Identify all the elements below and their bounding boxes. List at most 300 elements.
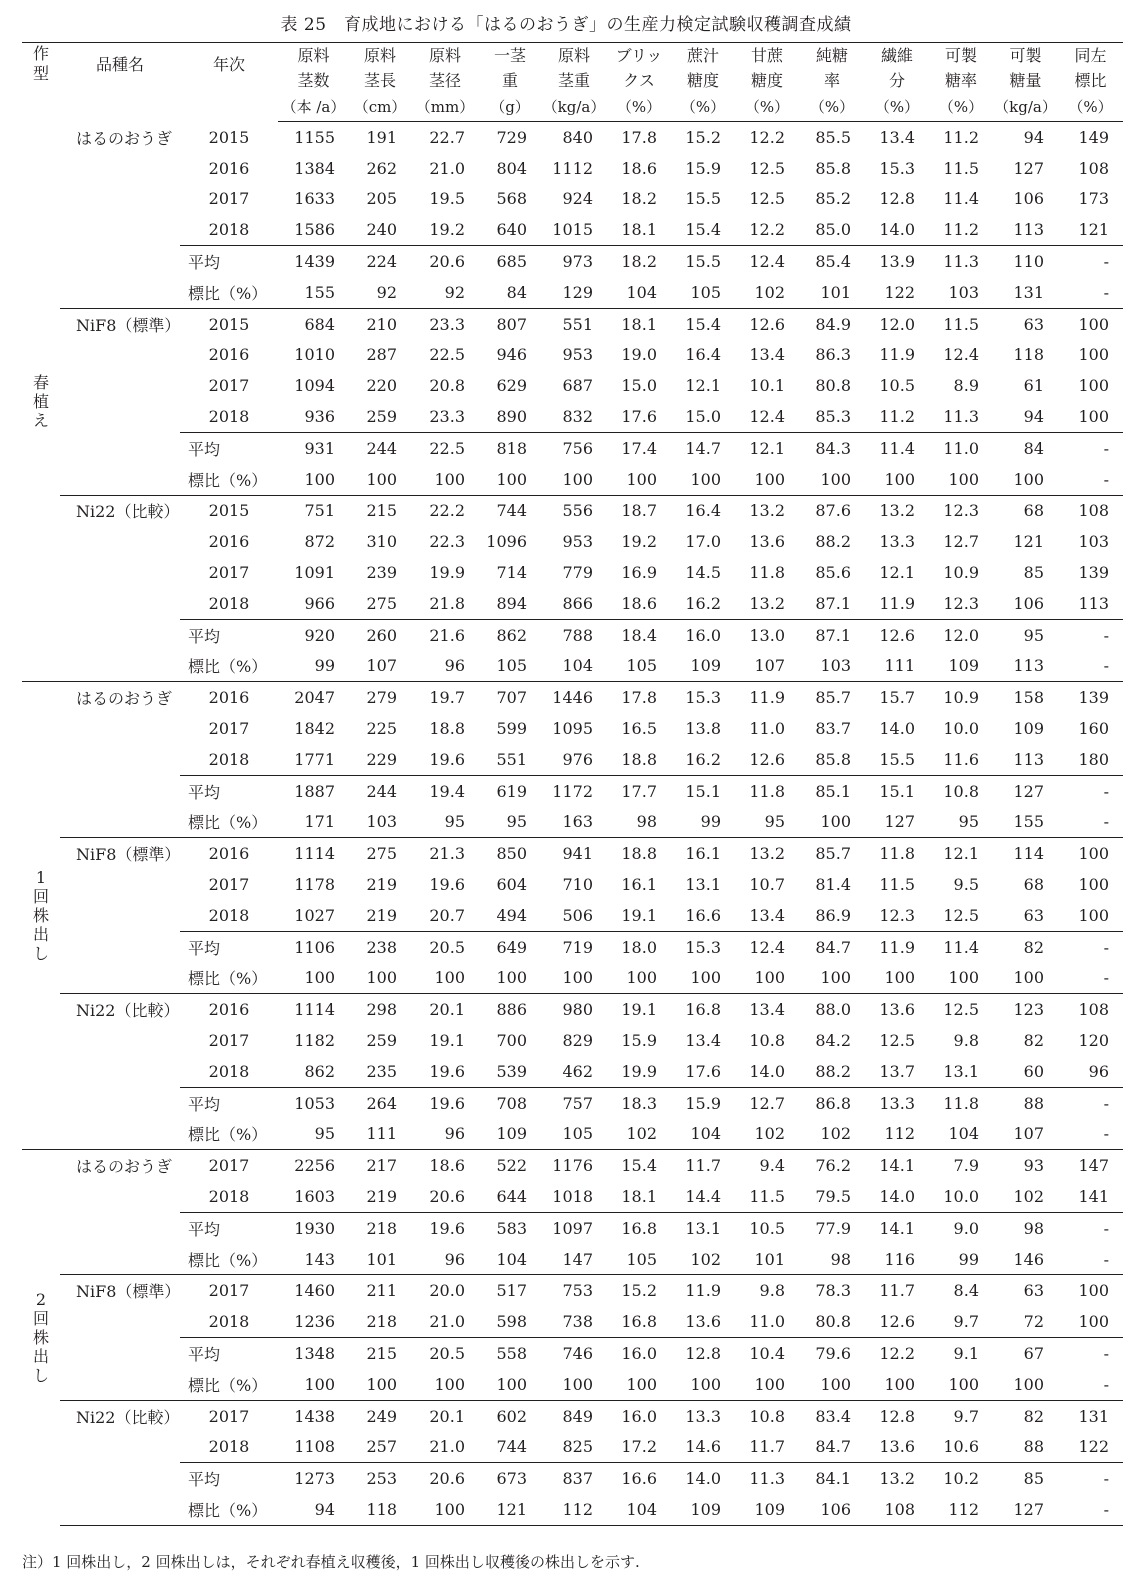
value-cell: 86.3 <box>815 345 851 365</box>
value-cell: 744 <box>496 1437 527 1457</box>
value-cell: 100 <box>562 469 593 489</box>
value-cell: 23.3 <box>429 407 465 427</box>
value-cell: 12.6 <box>735 308 799 339</box>
value-cell: 20.6 <box>411 246 479 277</box>
value-cell: 113 <box>1013 220 1044 240</box>
crop-type-char: 春 <box>32 372 49 392</box>
table-row <box>22 432 1123 463</box>
variety-name: はるのおうぎ <box>60 1150 180 1181</box>
value-cell: 15.4 <box>671 308 735 339</box>
value-cell: 684 <box>278 308 349 339</box>
value-cell: - <box>1058 1087 1123 1118</box>
variety-name <box>60 153 180 184</box>
value-cell: 11.3 <box>943 407 979 427</box>
value-cell: 1633 <box>294 189 335 209</box>
value-cell: 12.8 <box>865 1400 929 1431</box>
table-row <box>22 619 1123 650</box>
value-cell: 980 <box>541 994 607 1025</box>
value-cell: 20.0 <box>411 1275 479 1306</box>
value-cell: - <box>1058 775 1123 806</box>
value-cell: 15.3 <box>879 158 915 178</box>
header-crop-type: 作 型 <box>22 43 60 122</box>
variety-name: Ni22（比較） <box>60 495 180 526</box>
value-cell: 1027 <box>294 905 335 925</box>
value-cell: 114 <box>993 838 1058 869</box>
value-cell: 219 <box>366 1186 397 1206</box>
value-cell: 287 <box>366 345 397 365</box>
value-cell: 143 <box>304 1249 335 1269</box>
value-cell: 9.4 <box>735 1150 799 1181</box>
value-cell: 1114 <box>278 838 349 869</box>
value-cell: 15.3 <box>671 682 735 713</box>
header-column-11 <box>993 43 1058 94</box>
header-column-top: 繊維 <box>880 46 913 65</box>
value-cell: 224 <box>349 246 411 277</box>
year-cell: 2018 <box>208 1437 250 1457</box>
value-cell: 804 <box>496 158 527 178</box>
value-cell: 11.7 <box>865 1275 929 1306</box>
value-cell: 105 <box>496 656 527 676</box>
value-cell: 108 <box>1058 994 1123 1025</box>
variety-name <box>60 869 180 900</box>
stat-label: 平均 <box>180 1338 278 1369</box>
table-row <box>22 1338 1123 1369</box>
value-cell: 100 <box>1013 968 1044 988</box>
value-cell: 105 <box>562 1124 593 1144</box>
table-row <box>22 588 1123 619</box>
table-row <box>22 1275 1123 1306</box>
value-cell: 10.1 <box>749 376 785 396</box>
crop-type-label <box>22 122 60 682</box>
header-column-bottom: 糖度 <box>750 71 783 90</box>
table-row <box>22 1056 1123 1087</box>
value-cell: 129 <box>562 282 593 302</box>
value-cell: 1586 <box>294 220 335 240</box>
value-cell: 862 <box>304 1061 335 1081</box>
value-cell: 1384 <box>294 158 335 178</box>
value-cell: 100 <box>1078 376 1109 396</box>
value-cell: 101 <box>754 1249 785 1269</box>
crop-type-char: 2 <box>35 1290 47 1310</box>
value-cell: 619 <box>479 775 541 806</box>
value-cell: 82 <box>993 1400 1058 1431</box>
value-cell: 15.7 <box>865 682 929 713</box>
value-cell: 101 <box>820 282 851 302</box>
value-cell: - <box>1103 282 1109 302</box>
value-cell: 10.5 <box>879 376 915 396</box>
value-cell: 12.1 <box>735 432 799 463</box>
value-cell: 100 <box>1058 838 1123 869</box>
value-cell: 92 <box>444 282 465 302</box>
header-unit: （cm） <box>349 93 411 122</box>
value-cell: 494 <box>496 905 527 925</box>
value-cell: 14.0 <box>749 1061 785 1081</box>
value-cell: 210 <box>349 308 411 339</box>
year-cell: 2015 <box>180 495 278 526</box>
value-cell: 100 <box>496 968 527 988</box>
year-cell: 2017 <box>208 376 250 396</box>
value-cell: 12.7 <box>735 1087 799 1118</box>
value-cell: 17.2 <box>621 1437 657 1457</box>
value-cell: 100 <box>1058 308 1123 339</box>
value-cell: 1438 <box>278 1400 349 1431</box>
value-cell: 818 <box>479 432 541 463</box>
value-cell: 238 <box>349 931 411 962</box>
value-cell: 100 <box>690 1374 721 1394</box>
value-cell: - <box>1058 1463 1123 1494</box>
year-cell: 2016 <box>180 994 278 1025</box>
value-cell: - <box>1103 1374 1109 1394</box>
value-cell: 131 <box>1013 282 1044 302</box>
table-row <box>22 775 1123 806</box>
value-cell: 149 <box>1078 127 1109 147</box>
value-cell: 920 <box>278 619 349 650</box>
value-cell: 99 <box>958 1249 979 1269</box>
value-cell: 522 <box>479 1150 541 1181</box>
value-cell: 11.9 <box>671 1275 735 1306</box>
value-cell: 113 <box>1013 749 1044 769</box>
value-cell: 102 <box>754 1124 785 1144</box>
header-unit: （%） <box>671 93 735 122</box>
value-cell: - <box>1058 619 1123 650</box>
crop-type-char: し <box>32 944 49 964</box>
value-cell: - <box>1103 1124 1109 1144</box>
year-cell: 2016 <box>208 532 250 552</box>
value-cell: 9.8 <box>953 1031 979 1050</box>
value-cell: 1178 <box>294 875 335 895</box>
variety-name <box>60 1369 180 1400</box>
value-cell: 12.4 <box>749 407 785 427</box>
value-cell: 12.4 <box>943 345 979 365</box>
value-cell: 12.5 <box>943 905 979 925</box>
value-cell: 12.8 <box>671 1338 735 1369</box>
value-cell: 20.6 <box>429 1186 465 1206</box>
value-cell: 976 <box>562 749 593 769</box>
value-cell: 100 <box>884 968 915 988</box>
value-cell: 10.5 <box>735 1212 799 1243</box>
value-cell: 215 <box>349 1338 411 1369</box>
value-cell: 104 <box>690 1124 721 1144</box>
value-cell: 599 <box>496 719 527 739</box>
value-cell: 155 <box>1013 812 1044 832</box>
year-cell: 2018 <box>208 220 250 240</box>
header-column-10 <box>929 43 993 94</box>
value-cell: 13.1 <box>685 875 721 895</box>
value-cell: 118 <box>1013 345 1044 365</box>
value-cell: 924 <box>562 189 593 209</box>
value-cell: 10.7 <box>749 875 785 895</box>
crop-type-char: 植 <box>32 391 49 411</box>
value-cell: 744 <box>479 495 541 526</box>
value-cell: 825 <box>562 1437 593 1457</box>
value-cell: 100 <box>434 469 465 489</box>
value-cell: 13.3 <box>671 1400 735 1431</box>
header-column-top: 可製 <box>944 46 977 65</box>
value-cell: 100 <box>496 1374 527 1394</box>
header-column-12 <box>1058 43 1123 94</box>
value-cell: 20.5 <box>411 931 479 962</box>
header-column-bottom: 重 <box>501 71 518 90</box>
variety-name <box>60 1306 180 1337</box>
value-cell: 16.6 <box>607 1463 671 1494</box>
value-cell: 100 <box>1013 1374 1044 1394</box>
value-cell: 11.9 <box>879 345 915 365</box>
value-cell: 85.7 <box>799 682 865 713</box>
stat-label: 標比（%） <box>188 969 268 989</box>
table-row <box>22 277 1123 308</box>
table-row <box>22 1431 1123 1462</box>
year-cell: 2016 <box>180 838 278 869</box>
variety-name <box>60 1494 180 1525</box>
value-cell: 1887 <box>278 775 349 806</box>
value-cell: 9.7 <box>953 1312 979 1332</box>
value-cell: 17.7 <box>607 775 671 806</box>
value-cell: 107 <box>754 656 785 676</box>
value-cell: 602 <box>479 1400 541 1431</box>
value-cell: 21.3 <box>411 838 479 869</box>
value-cell: 83.4 <box>799 1400 865 1431</box>
header-column-bottom: 率 <box>823 71 840 90</box>
value-cell: 1155 <box>294 127 335 147</box>
value-cell: 16.9 <box>621 563 657 583</box>
value-cell: 18.3 <box>607 1087 671 1118</box>
header-column-9 <box>865 43 929 94</box>
table-row <box>22 214 1123 245</box>
value-cell: 12.5 <box>879 1031 915 1050</box>
value-cell: 218 <box>349 1212 411 1243</box>
value-cell: 9.0 <box>929 1212 993 1243</box>
variety-name <box>60 807 180 838</box>
value-cell: 11.7 <box>749 1437 785 1457</box>
value-cell: 82 <box>993 931 1058 962</box>
year-cell: 2016 <box>208 345 250 365</box>
value-cell: 79.6 <box>799 1338 865 1369</box>
value-cell: 191 <box>366 127 397 147</box>
value-cell: 11.2 <box>943 127 979 147</box>
value-cell: 12.6 <box>879 1312 915 1332</box>
value-cell: 738 <box>562 1312 593 1332</box>
value-cell: 100 <box>562 1374 593 1394</box>
value-cell: 18.4 <box>607 619 671 650</box>
variety-name <box>60 401 180 432</box>
year-cell: 2016 <box>180 682 278 713</box>
value-cell: 85.2 <box>815 189 851 209</box>
value-cell: 11.4 <box>865 432 929 463</box>
value-cell: - <box>1103 968 1109 988</box>
value-cell: 13.4 <box>749 345 785 365</box>
value-cell: 21.6 <box>411 619 479 650</box>
year-cell: 2017 <box>208 189 250 209</box>
variety-name <box>60 963 180 994</box>
value-cell: 94 <box>1023 127 1044 147</box>
variety-name <box>60 1431 180 1462</box>
crop-type-char: 出 <box>32 1347 49 1367</box>
value-cell: 77.9 <box>799 1212 865 1243</box>
footnote: 注）1 回株出し，2 回株出しは，それぞれ春植え収穫後，1 回株出し収穫後の株出しを示す. <box>22 1553 640 1571</box>
value-cell: 11.8 <box>929 1087 993 1118</box>
value-cell: - <box>1103 656 1109 676</box>
year-cell: 2016 <box>208 158 250 178</box>
variety-name <box>60 340 180 371</box>
value-cell: 131 <box>1058 1400 1123 1431</box>
variety-name <box>60 588 180 619</box>
value-cell: 85.0 <box>815 220 851 240</box>
value-cell: 120 <box>1078 1031 1109 1050</box>
value-cell: 10.4 <box>735 1338 799 1369</box>
value-cell: 13.4 <box>735 994 799 1025</box>
value-cell: 1439 <box>278 246 349 277</box>
table-row <box>22 1369 1123 1400</box>
value-cell: 100 <box>626 469 657 489</box>
value-cell: 15.0 <box>621 376 657 396</box>
value-cell: 100 <box>411 1494 479 1525</box>
table-row <box>22 651 1123 682</box>
value-cell: 1172 <box>541 775 607 806</box>
value-cell: 11.7 <box>671 1150 735 1181</box>
table-row <box>22 807 1123 838</box>
variety-name <box>60 619 180 650</box>
variety-name: NiF8（標準） <box>60 1275 180 1306</box>
value-cell: 244 <box>349 432 411 463</box>
value-cell: 506 <box>562 905 593 925</box>
value-cell: 118 <box>349 1494 411 1525</box>
value-cell: 155 <box>304 282 335 302</box>
value-cell: 109 <box>948 656 979 676</box>
value-cell: 12.0 <box>865 308 929 339</box>
value-cell: 141 <box>1078 1186 1109 1206</box>
header-unit: （%） <box>1058 93 1123 122</box>
table-row <box>22 1306 1123 1337</box>
variety-name: Ni22（比較） <box>60 1400 180 1431</box>
value-cell: 106 <box>799 1494 865 1525</box>
value-cell: 13.2 <box>865 1463 929 1494</box>
value-cell: 106 <box>1013 189 1044 209</box>
year-cell: 2018 <box>208 593 250 613</box>
header-column-top: 純糖 <box>815 46 848 65</box>
value-cell: 931 <box>278 432 349 463</box>
value-cell: 16.4 <box>671 495 735 526</box>
value-cell: 121 <box>1078 220 1109 240</box>
value-cell: 100 <box>884 469 915 489</box>
value-cell: 13.3 <box>865 1087 929 1118</box>
value-cell: 894 <box>496 593 527 613</box>
value-cell: 708 <box>479 1087 541 1118</box>
value-cell: 109 <box>690 656 721 676</box>
value-cell: 147 <box>562 1249 593 1269</box>
value-cell: 13.6 <box>879 1437 915 1457</box>
value-cell: 1842 <box>294 719 335 739</box>
value-cell: 16.8 <box>621 1312 657 1332</box>
value-cell: 100 <box>1078 407 1109 427</box>
header-unit: （%） <box>735 93 799 122</box>
year-cell: 2018 <box>208 749 250 769</box>
value-cell: 11.3 <box>735 1463 799 1494</box>
table-row <box>22 153 1123 184</box>
value-cell: 229 <box>366 749 397 769</box>
value-cell: 1015 <box>552 220 593 240</box>
value-cell: 259 <box>366 1031 397 1050</box>
value-cell: 829 <box>562 1031 593 1050</box>
value-cell: 1182 <box>294 1031 335 1050</box>
value-cell: 68 <box>1023 875 1044 895</box>
value-cell: 113 <box>1078 593 1109 613</box>
header-column-2 <box>411 43 479 94</box>
value-cell: 756 <box>541 432 607 463</box>
value-cell: 102 <box>626 1124 657 1144</box>
value-cell: 87.1 <box>799 619 865 650</box>
value-cell: 719 <box>541 931 607 962</box>
value-cell: 86.9 <box>815 905 851 925</box>
value-cell: 1108 <box>294 1437 335 1457</box>
value-cell: - <box>1058 246 1123 277</box>
value-cell: 104 <box>626 282 657 302</box>
header-column-5 <box>607 43 671 94</box>
stat-label: 標比（%） <box>188 1250 268 1270</box>
value-cell: 68 <box>993 495 1058 526</box>
value-cell: 15.4 <box>607 1150 671 1181</box>
variety-name <box>60 184 180 215</box>
table-row <box>22 246 1123 277</box>
value-cell: 96 <box>444 1249 465 1269</box>
value-cell: 16.0 <box>607 1400 671 1431</box>
table-row <box>22 308 1123 339</box>
value-cell: 9.5 <box>953 875 979 895</box>
value-cell: 14.5 <box>685 563 721 583</box>
value-cell: 21.0 <box>429 158 465 178</box>
value-cell: 20.5 <box>411 1338 479 1369</box>
header-unit: （%） <box>929 93 993 122</box>
value-cell: 220 <box>366 376 397 396</box>
value-cell: 87.1 <box>815 593 851 613</box>
header-column-top: 一茎 <box>493 46 526 65</box>
value-cell: 850 <box>479 838 541 869</box>
table-row <box>22 1087 1123 1118</box>
value-cell: 687 <box>562 376 593 396</box>
value-cell: 147 <box>1058 1150 1123 1181</box>
value-cell: 13.4 <box>749 905 785 925</box>
value-cell: 11.5 <box>879 875 915 895</box>
value-cell: 275 <box>366 593 397 613</box>
stat-label: 平均 <box>180 246 278 277</box>
value-cell: 1603 <box>294 1186 335 1206</box>
value-cell: 111 <box>366 1124 397 1144</box>
value-cell: 1097 <box>541 1212 607 1243</box>
variety-name <box>60 1056 180 1087</box>
value-cell: 1096 <box>486 532 527 552</box>
variety-name <box>60 1181 180 1212</box>
value-cell: - <box>1058 1212 1123 1243</box>
value-cell: 85.1 <box>799 775 865 806</box>
value-cell: 10.8 <box>929 775 993 806</box>
value-cell: 100 <box>754 968 785 988</box>
value-cell: 13.0 <box>735 619 799 650</box>
value-cell: 108 <box>1058 495 1123 526</box>
value-cell: 19.4 <box>411 775 479 806</box>
value-cell: 103 <box>366 812 397 832</box>
value-cell: 18.1 <box>607 308 671 339</box>
value-cell: 13.7 <box>879 1061 915 1081</box>
value-cell: 19.7 <box>411 682 479 713</box>
value-cell: - <box>1058 1494 1123 1525</box>
header-unit: （kg/a） <box>541 93 607 122</box>
value-cell: 109 <box>496 1124 527 1144</box>
value-cell: 100 <box>1058 1275 1123 1306</box>
value-cell: 88 <box>1023 1437 1044 1457</box>
value-cell: 84.2 <box>815 1031 851 1050</box>
table-row <box>22 526 1123 557</box>
header-variety: 品種名 <box>60 43 180 122</box>
value-cell: 108 <box>865 1494 929 1525</box>
